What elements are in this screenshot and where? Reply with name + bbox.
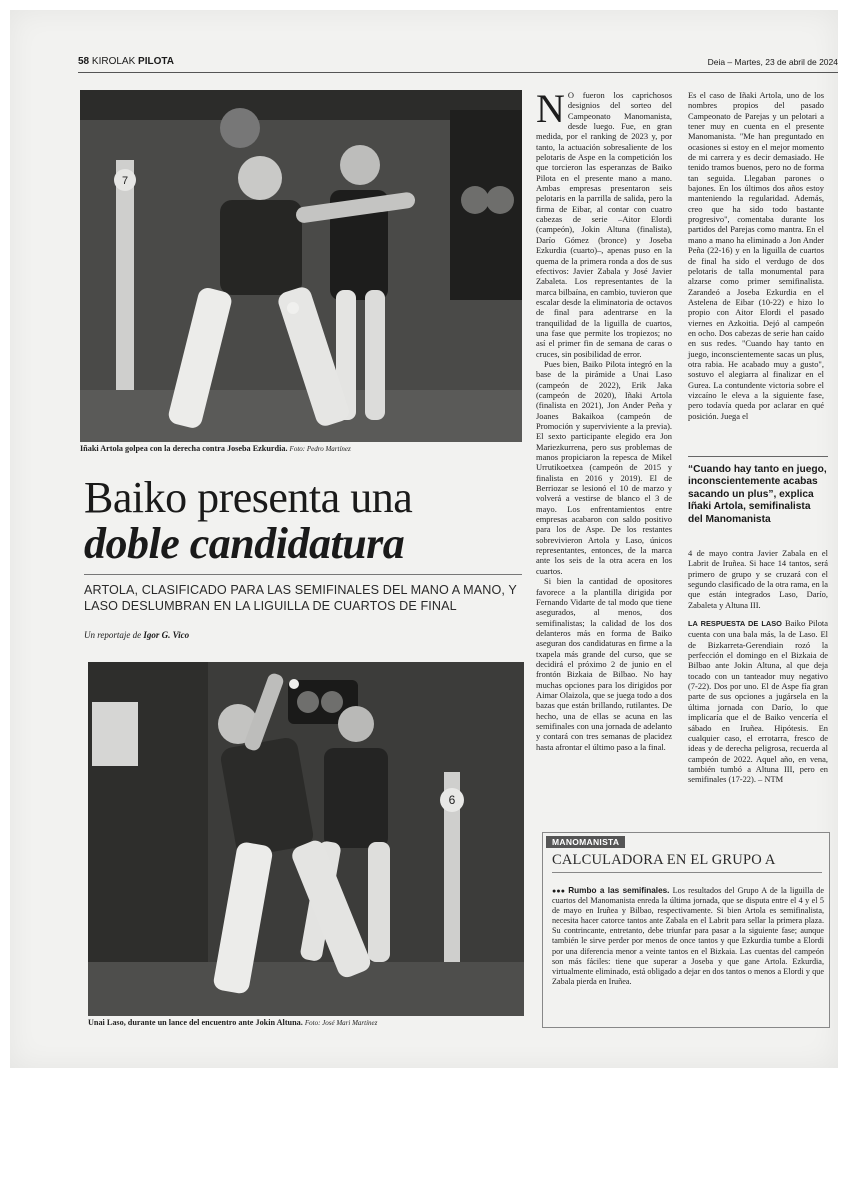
box-tag: MANOMANISTA xyxy=(546,836,625,848)
article-paragraph xyxy=(536,86,672,359)
article-column-2 xyxy=(688,90,824,421)
subsection-name: PILOTA xyxy=(138,56,174,67)
newspaper-page xyxy=(10,10,838,1068)
photo1-caption xyxy=(80,444,522,453)
paragraph-lead-label: LA RESPUESTA DE LASO xyxy=(688,619,782,629)
photo2-caption xyxy=(88,1018,524,1027)
article-paragraph-text: Baiko Pilota cuenta con una bala más, la de Laso. El de Bizkarreta-Gerendiain rozó la perfección el domingo en el Bizkaia de Bilbao ante Jokin Altuna, al que deja tocado con un tanteador muy negativo (7-22). Dos por uno. El de Aspe fía gran parte de sus opciones a jugársela en la última jornada con Darío, lo que implicaría que el de Baiko vencería el sábado en Iruñea. Hipótesis. En cualquier caso, el errotarra, fresco de ideas y de derecha peligrosa, recuerda al campeón de 2022. Aquel año, en vena, también tumbó a Altuna III, pero en semifinales (17-22). – NTM xyxy=(688,618,829,785)
page-section-label xyxy=(78,56,174,67)
bullet-dots: ●●● xyxy=(552,887,566,895)
pull-quote: “Cuando hay tanto en juego, inconscientemente acabas sacando un plus”, explica Iñaki Artola, semifinalista del Manomanista xyxy=(688,464,827,525)
drop-cap: N xyxy=(536,86,565,131)
byline-prefix: Un reportaje de xyxy=(84,630,142,640)
headline-rule xyxy=(84,574,522,575)
photo-laso-altuna xyxy=(88,662,524,1016)
headline-line-2: doble candidatura xyxy=(84,519,405,568)
photo-laso-illustration xyxy=(88,662,524,1016)
article-paragraph: Es el caso de Iñaki Artola, uno de los nombres propios del pasado Campeonato de Parejas y un pelotari a tener muy en cuenta en el presente Manomanista. "Me han preguntado en ocasiones si estoy en el mejor momento de mi carrera y es decir demasiado. He tenido tramos buenos, pero no de forma tan seguida. Llegaban parones o bajones. En los últimos dos años estoy manteniendo la regularidad. Además, creo que ha sido todo bastante progresivo", comentaba durante los partidos del Parejas como mantra. En el mano a mano ha eliminado a Jon Ander Peña (22-16) y en la liguilla de cuartos de final ha sido el verdugo de dos pelotaris de talla monumental para alzarse como primer semifinalista. Zarandeó a Joseba Ezkurdia en el Astelena de Eibar (10-22) e hizo lo propio con Aitor Elordi el pasado viernes en Azkoitia. Dejó al campeón en ocho. Dos cabezas de serie han caído en sus redes. "Cuando hay tanto en juego, inconscientemente sacas un plus, otra rabia. He acabado muy a gusto", sostuvo el alegiarra al finalizar en el Gurea. La contundente victoria sobre el vizcaíno le eleva a la siguiente fase, pero todavía queda por aclarar en qué posición. Juega el xyxy=(688,90,824,421)
article-paragraph-text: O fueron los caprichosos designios del sorteo del Campeonato Manomanista, desde luego. Fue, en gran medida, por el ranking de 2023 y, por tanto, la actuación sobresaliente de los pelotaris de Aspe en la competición los que torcieron las esperanzas de Baiko Pilota en el presente mano a mano. Ambas empresas presentaron seis pelotaris en la parrilla de salida, pero la firma de Eibar, al contar con cuatro cabezas de serie –Aitor Elordi (campeón), Jokin Altuna (finalista), Darío Gómez (bronce) y Joseba Ezkurdia (cuarto)–, apenas puso en la quema de la primera ronda a dos de sus efectivos: Javier Zabala y José Javier Zabaleta. Los representantes de la marca bilbaína, en cambio, tuvieron que escalar desde la eliminatoria de octavos de final para adentrarse en la tranquilidad de la liguilla de cuartos, una fase que permite los tropiezos; no así el primer fin de semana de caras o cruces, sin posibilidad de error. xyxy=(536,90,672,359)
article-column-2-continued xyxy=(688,548,828,785)
article-column-1 xyxy=(536,86,672,752)
box-lead: Rumbo a las semifinales. xyxy=(568,886,670,895)
box-title-rule xyxy=(552,872,822,873)
subheadline: ARTOLA, CLASIFICADO PARA LAS SEMIFINALES DEL MANO A MANO, Y LASO DESLUMBRAN EN LA LIGUILLA DE CUARTOS DE FINAL xyxy=(84,583,517,613)
date-line: Deia – Martes, 23 de abril de 2024 xyxy=(707,57,838,67)
section-name: KIROLAK xyxy=(91,56,136,67)
photo1-caption-text: Iñaki Artola golpea con la derecha contra Joseba Ezkurdia. xyxy=(80,444,288,453)
box-title: CALCULADORA EN EL GRUPO A xyxy=(552,852,776,868)
byline xyxy=(84,630,189,640)
headline-line-1: Baiko presenta una xyxy=(84,473,413,522)
wall-number-7: 7 xyxy=(121,175,129,187)
box-body xyxy=(552,886,824,987)
article-paragraph: 4 de mayo contra Javier Zabala en el Labrit de Iruñea. Si hace 14 tantos, será primero de grupo y se cruzará con el segundo clasificado de la otra rama, en la que están integrados Laso, Darío, Zabaleta y Altuna III. xyxy=(688,548,828,610)
header-rule xyxy=(78,72,838,73)
photo2-credit: Foto: José Mari Martínez xyxy=(304,1019,378,1027)
page-header xyxy=(78,54,838,72)
photo-artola-ezkurdia xyxy=(80,90,522,442)
byline-author: Igor G. Vico xyxy=(143,630,190,640)
wall-number-6: 6 xyxy=(448,793,456,807)
article-paragraph: Si bien la cantidad de opositores favorece a la plantilla dirigida por Fernando Vidarte de tal modo que tiene asegurados, al menos, dos semifinalistas; la calidad de los dos delanteros más en forma de Baiko aseguran dos candidaturas en firme a la txapela más grande del curso, que se decidirá el próximo 2 de junio en el frontón Bizkaia de Bilbao. No hay muchas opciones para los dirigidos por Aimar Olaizola, que se juega todo a dos bazas que están brillando, rutilantes. De hecho, una de ellas se acuna en las semifinales con una jornada de adelanto y contará con tres semanas de placidez hasta afrontar el último paso a la final. xyxy=(536,576,672,752)
photo2-caption-text: Unai Laso, durante un lance del encuentro ante Jokin Altuna. xyxy=(88,1018,303,1027)
box-body-text: Los resultados del Grupo A de la liguilla de cuartos del Manomanista enreda la última jornada, que se disputa entre el 4 y el 5 de mayo en Iruñea y Bilbao, respectivamente. Si bien Artola es semifinalista, necesita hacer catorce tantos ante Zabala en el Labrit para sellar la primera plaza. Su contrincante, entretanto, debe triunfar para pasar a la siguiente fase; aunque también le sirve perder por menos de once tantos y que Ezkurdia tumbe a Elordi por una diferencia menor a veinte tantos en el Bizkaia. Las cuentas del campeón son más fáciles: tiene que superar a Joseba y que gane Artola. Ezkurdia, virtualmente eliminado, está obligado a dejar en dos tantos o menos a Elordi y que Zabala pierda en Iruñea. xyxy=(552,886,825,986)
page-number: 58 xyxy=(78,56,90,67)
photo1-credit: Foto: Pedro Martínez xyxy=(289,445,351,453)
photo-artola-illustration xyxy=(80,90,522,442)
pull-quote-rule xyxy=(688,456,828,457)
article-paragraph-laso xyxy=(688,618,828,785)
article-paragraph: Pues bien, Baiko Pilota integró en la base de la pirámide a Unai Laso (campeón de 2022), Erik Jaka (campeón de 2020), Iñaki Artola (finalista en 2021), Jon Ander Peña y Joanes Bakaikoa (campeón de Promoción y superviviente a la previa). El sexto participante elegido era Jon Mariezkurrena, pero sus problemas de manos propiciaron la repesca de Mikel Urrutikoetxea (campeón de 2015 y finalista en 2016 y 2019). El de Berriozar se lesionó el 10 de marzo y volverá a vestirse de blanco el 3 de mayo. Los enfrentamientos entre empresas acabaron con saldo positivo para los de Aspe. De los restantes sobrevivieron Artola y Laso, únicos representantes, entonces, de la marca ante los seis de la otra acera en los cuartos. xyxy=(536,358,672,576)
